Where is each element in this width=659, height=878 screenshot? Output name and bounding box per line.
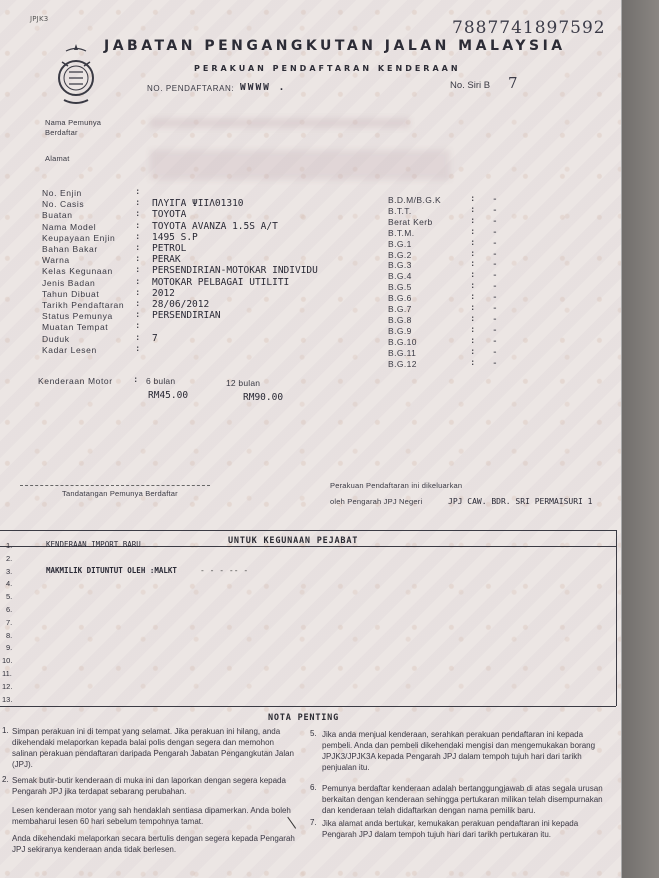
weight-value: - [492,204,498,216]
vehicle-field-label: Bahan Bakar [42,244,98,254]
issued-label: Perakuan Pendaftaran ini dikeluarkan [330,481,463,490]
weight-label: B.T.T. [388,205,412,216]
license-colon: : [133,375,139,385]
vehicle-field-label: Kelas Kegunaan [42,266,113,277]
line-number: 3. [6,566,13,576]
weight-label: B.G.5 [388,282,412,293]
nota-text: Simpan perakuan ini di tempat yang selamat. Jika perakuan ini hilang, anda dikehendaki melaporkan kepada balai polis dengan segera dan memohon salinan perakuan pendaftaran daripada Pengarah Jabatan Pengangkutan Jalan (JPJ). [12,727,294,769]
nota-text: Lesen kenderaan motor yang sah hendaklah sentiasa dipamerkan. Anda boleh membaharui lesen 60 hari sebelum tempohnya tamat. [12,806,291,826]
owner-name-label: Nama Pemunya Berdaftar [45,118,102,137]
twelve-months-label: 12 bulan [226,378,261,388]
vehicle-field-label: Warna [42,255,70,266]
vehicle-field-value: PERSENDIRIAN [152,310,221,322]
vehicle-field-colon: : [135,299,141,309]
weight-colon: : [470,248,476,259]
weight-label: B.G.8 [388,314,412,325]
vehicle-field-label: Nama Model [42,221,97,232]
document-subtitle: PERAKUAN PENDAFTARAN KENDERAAN [194,64,461,73]
weight-label: B.T.M. [388,227,415,238]
weight-value: - [492,226,498,238]
weight-label: B.G.9 [388,325,412,336]
vehicle-field-value: 2012 [152,287,175,299]
vehicle-field-value: PETROL [152,243,187,254]
reg-no-value: WWWW . [240,82,287,93]
vehicle-field-colon: : [135,310,141,321]
nota-title: NOTA PENTING [268,713,340,723]
official-use-title: UNTUK KEGUNAAN PEJABAT [228,536,359,546]
line-number: 10. [2,656,13,666]
official-line-1: KENDERAAN IMPORT BARU [46,540,141,549]
malaysia-crest-icon [52,42,100,112]
vehicle-field-value: MOTOKAR PELBAGAI UTILITI [152,276,290,288]
line-number: 11. [2,669,12,678]
weight-colon: : [470,270,476,281]
vehicle-field-value: 1495 S.P [152,231,198,243]
line-number: 6. [6,605,13,614]
six-months-label: 6 bulan [146,376,176,386]
vehicle-field-colon: : [135,243,141,253]
line-number: 5. [6,592,13,602]
license-label: Kenderaan Motor [38,376,113,386]
weight-colon: : [470,357,476,368]
vehicle-field-label: Buatan [42,210,73,221]
vehicle-field-colon: : [135,231,141,242]
vehicle-field-value: TOYOTA [152,209,187,221]
weight-label: B.G.3 [388,260,412,271]
line-number: 1. [6,541,13,550]
weight-colon: : [470,237,476,248]
weight-colon: : [470,313,476,324]
weight-label: B.G.12 [388,358,417,369]
address-label: Alamat [45,154,70,163]
background-surface [617,0,659,878]
vehicle-field-label: Status Pemunya [42,311,113,322]
nota-number: 2. [2,775,9,784]
weight-value: - [492,346,498,358]
vehicle-field-colon: : [135,332,141,343]
weight-label: B.G.1 [388,238,412,249]
weight-label: B.D.M/B.G.K [388,195,442,205]
weight-label: B.G.7 [388,304,412,314]
weight-value: - [492,248,498,260]
vehicle-field-colon: : [135,276,141,287]
weight-label: Berat Kerb [388,216,433,227]
official-box-bottom [0,706,616,707]
line-number: 13. [2,694,13,704]
line-number: 8. [6,630,13,640]
owner-name-redacted [150,118,410,128]
weight-colon: : [470,303,476,313]
weight-colon: : [470,292,476,303]
twelve-months-fee: RM90.00 [243,392,284,403]
line-number: 2. [6,553,13,563]
handwritten-number: 7887741897592 [452,18,606,38]
line-number: 12. [2,681,13,691]
vehicle-field-label: No. Casis [42,199,85,210]
official-line-3-dashes: - - - -- - [200,566,249,575]
form-code: JPJK3 [30,15,49,23]
official-box-top [0,530,616,531]
vehicle-field-label: Kadar Lesen [42,344,97,355]
vehicle-field-label: Jenis Badan [42,277,96,288]
nota-text: Semak butir-butir kenderaan di muka ini dan laporkan dengan segera kepada Pengarah JPJ jika terdapat sebarang perubahan. [12,776,286,796]
weight-value: - [492,259,498,271]
nota-number: 7. [310,818,317,827]
official-box-right [616,530,617,706]
vehicle-field-label: Duduk [42,333,70,344]
weight-value: - [492,237,498,249]
issued-by-label: oleh Pengarah JPJ Negeri [330,497,423,506]
vehicle-field-value: 7 [152,332,158,344]
vehicle-field-colon: : [135,265,141,276]
vehicle-field-colon: : [135,254,141,265]
weight-colon: : [470,324,476,335]
document-title: JABATAN PENGANGKUTAN JALAN MALAYSIA [104,38,566,54]
weight-label: B.G.2 [388,249,412,260]
weight-colon: : [470,215,476,226]
weight-colon: : [470,226,476,237]
vehicle-field-label: Tarikh Pendaftaran [42,300,125,310]
vehicle-field-label: Keupayaan Enjin [42,232,116,243]
line-number: 9. [6,643,13,653]
vehicle-field-label: Tahun Dibuat [42,288,100,299]
weight-colon: : [470,204,476,215]
weight-value: - [492,270,498,282]
vehicle-field-label: No. Enjin [42,188,82,198]
vehicle-field-colon: : [135,187,141,197]
official-line-3: MAKMILIK DITUNTUT OLEH :MALKT [46,566,177,575]
vehicle-field-value: PERAK [152,254,181,266]
nota-text: Jika anda menjual kenderaan, serahkan perakuan pendaftaran ini kepada pembeli. Anda dan pembeli dikehendaki mengisi dan mengemukakan borang JPJK3/JPJK3A kepada Pengarah JPJ dalam tempoh tujuh hari dari tarikh penjualan itu. [322,730,596,772]
vehicle-field-value: 28/06/2012 [152,299,210,310]
weight-label: B.G.11 [388,347,417,358]
nota-number: 5. [310,729,317,738]
nota-text: Anda dikehendaki melaporkan secara bertulis dengan segera kepada Pengarah JPJ sekiranya kenderaan anda tidak berlesen. [12,834,295,854]
weight-value: - [492,194,498,205]
owner-signature-line [20,485,210,486]
vehicle-field-colon: : [135,220,141,231]
weight-value: - [492,335,498,347]
weight-colon: : [470,335,476,346]
weight-label: B.G.10 [388,336,417,347]
weight-value: - [492,324,498,336]
issued-by-value: JPJ CAW. BDR. SRI PERMAISURI 1 [448,497,593,506]
weight-label: B.G.6 [388,293,412,304]
line-number: 7. [6,617,13,627]
weight-label: B.G.4 [388,271,412,282]
vehicle-field-value: TOYOTA AVANZA 1.5S A/T [152,220,278,232]
nota-number: 6. [310,783,317,792]
weight-value: - [492,303,498,314]
weight-value: - [492,357,498,369]
vehicle-field-value: ΠΛΥΙΓΑ ΨΙΙΛ01310 [152,198,244,210]
address-redacted [150,150,450,180]
weight-colon: : [470,259,476,270]
reg-no-label: NO. PENDAFTARAN: [147,84,235,93]
weight-colon: : [470,194,476,204]
nota-text: Jika alamat anda bertukar, kemukakan perakuan pendaftaran ini kepada Pengarah JPJ dalam tempoh tujuh hari dari tarikh pertukaran itu. [322,819,579,839]
vehicle-field-colon: : [135,343,141,354]
nota-text: Pemunya berdaftar kenderaan adalah bertanggungjawab di atas segala urusan berkaitan dengan kenderaan sehingga pertukaran milikan telah disempurnakan dan kenderaan telah didaftarkan dengan nama pemilik baru. [322,784,603,815]
weight-value: - [492,292,498,304]
weight-colon: : [470,281,476,292]
vehicle-field-colon: : [135,198,141,209]
nota-number: 1. [2,726,9,735]
line-number: 4. [6,579,13,589]
weight-value: - [492,215,498,227]
vehicle-field-label: Muatan Tempat [42,322,109,333]
serial-label: No. Siri B [450,80,491,91]
vehicle-field-value: PERSENDIRIAN-MOTOKAR INDIVIDU [152,265,318,277]
weight-value: - [492,281,498,293]
weight-colon: : [470,346,476,357]
vehicle-field-colon: : [135,209,141,220]
vehicle-field-colon: : [135,321,141,332]
six-months-fee: RM45.00 [148,390,189,401]
owner-signature-label: Tandatangan Pemunya Berdaftar [62,489,178,498]
vehicle-field-colon: : [135,287,141,298]
serial-value: 7 [508,74,519,92]
weight-value: - [492,313,498,325]
